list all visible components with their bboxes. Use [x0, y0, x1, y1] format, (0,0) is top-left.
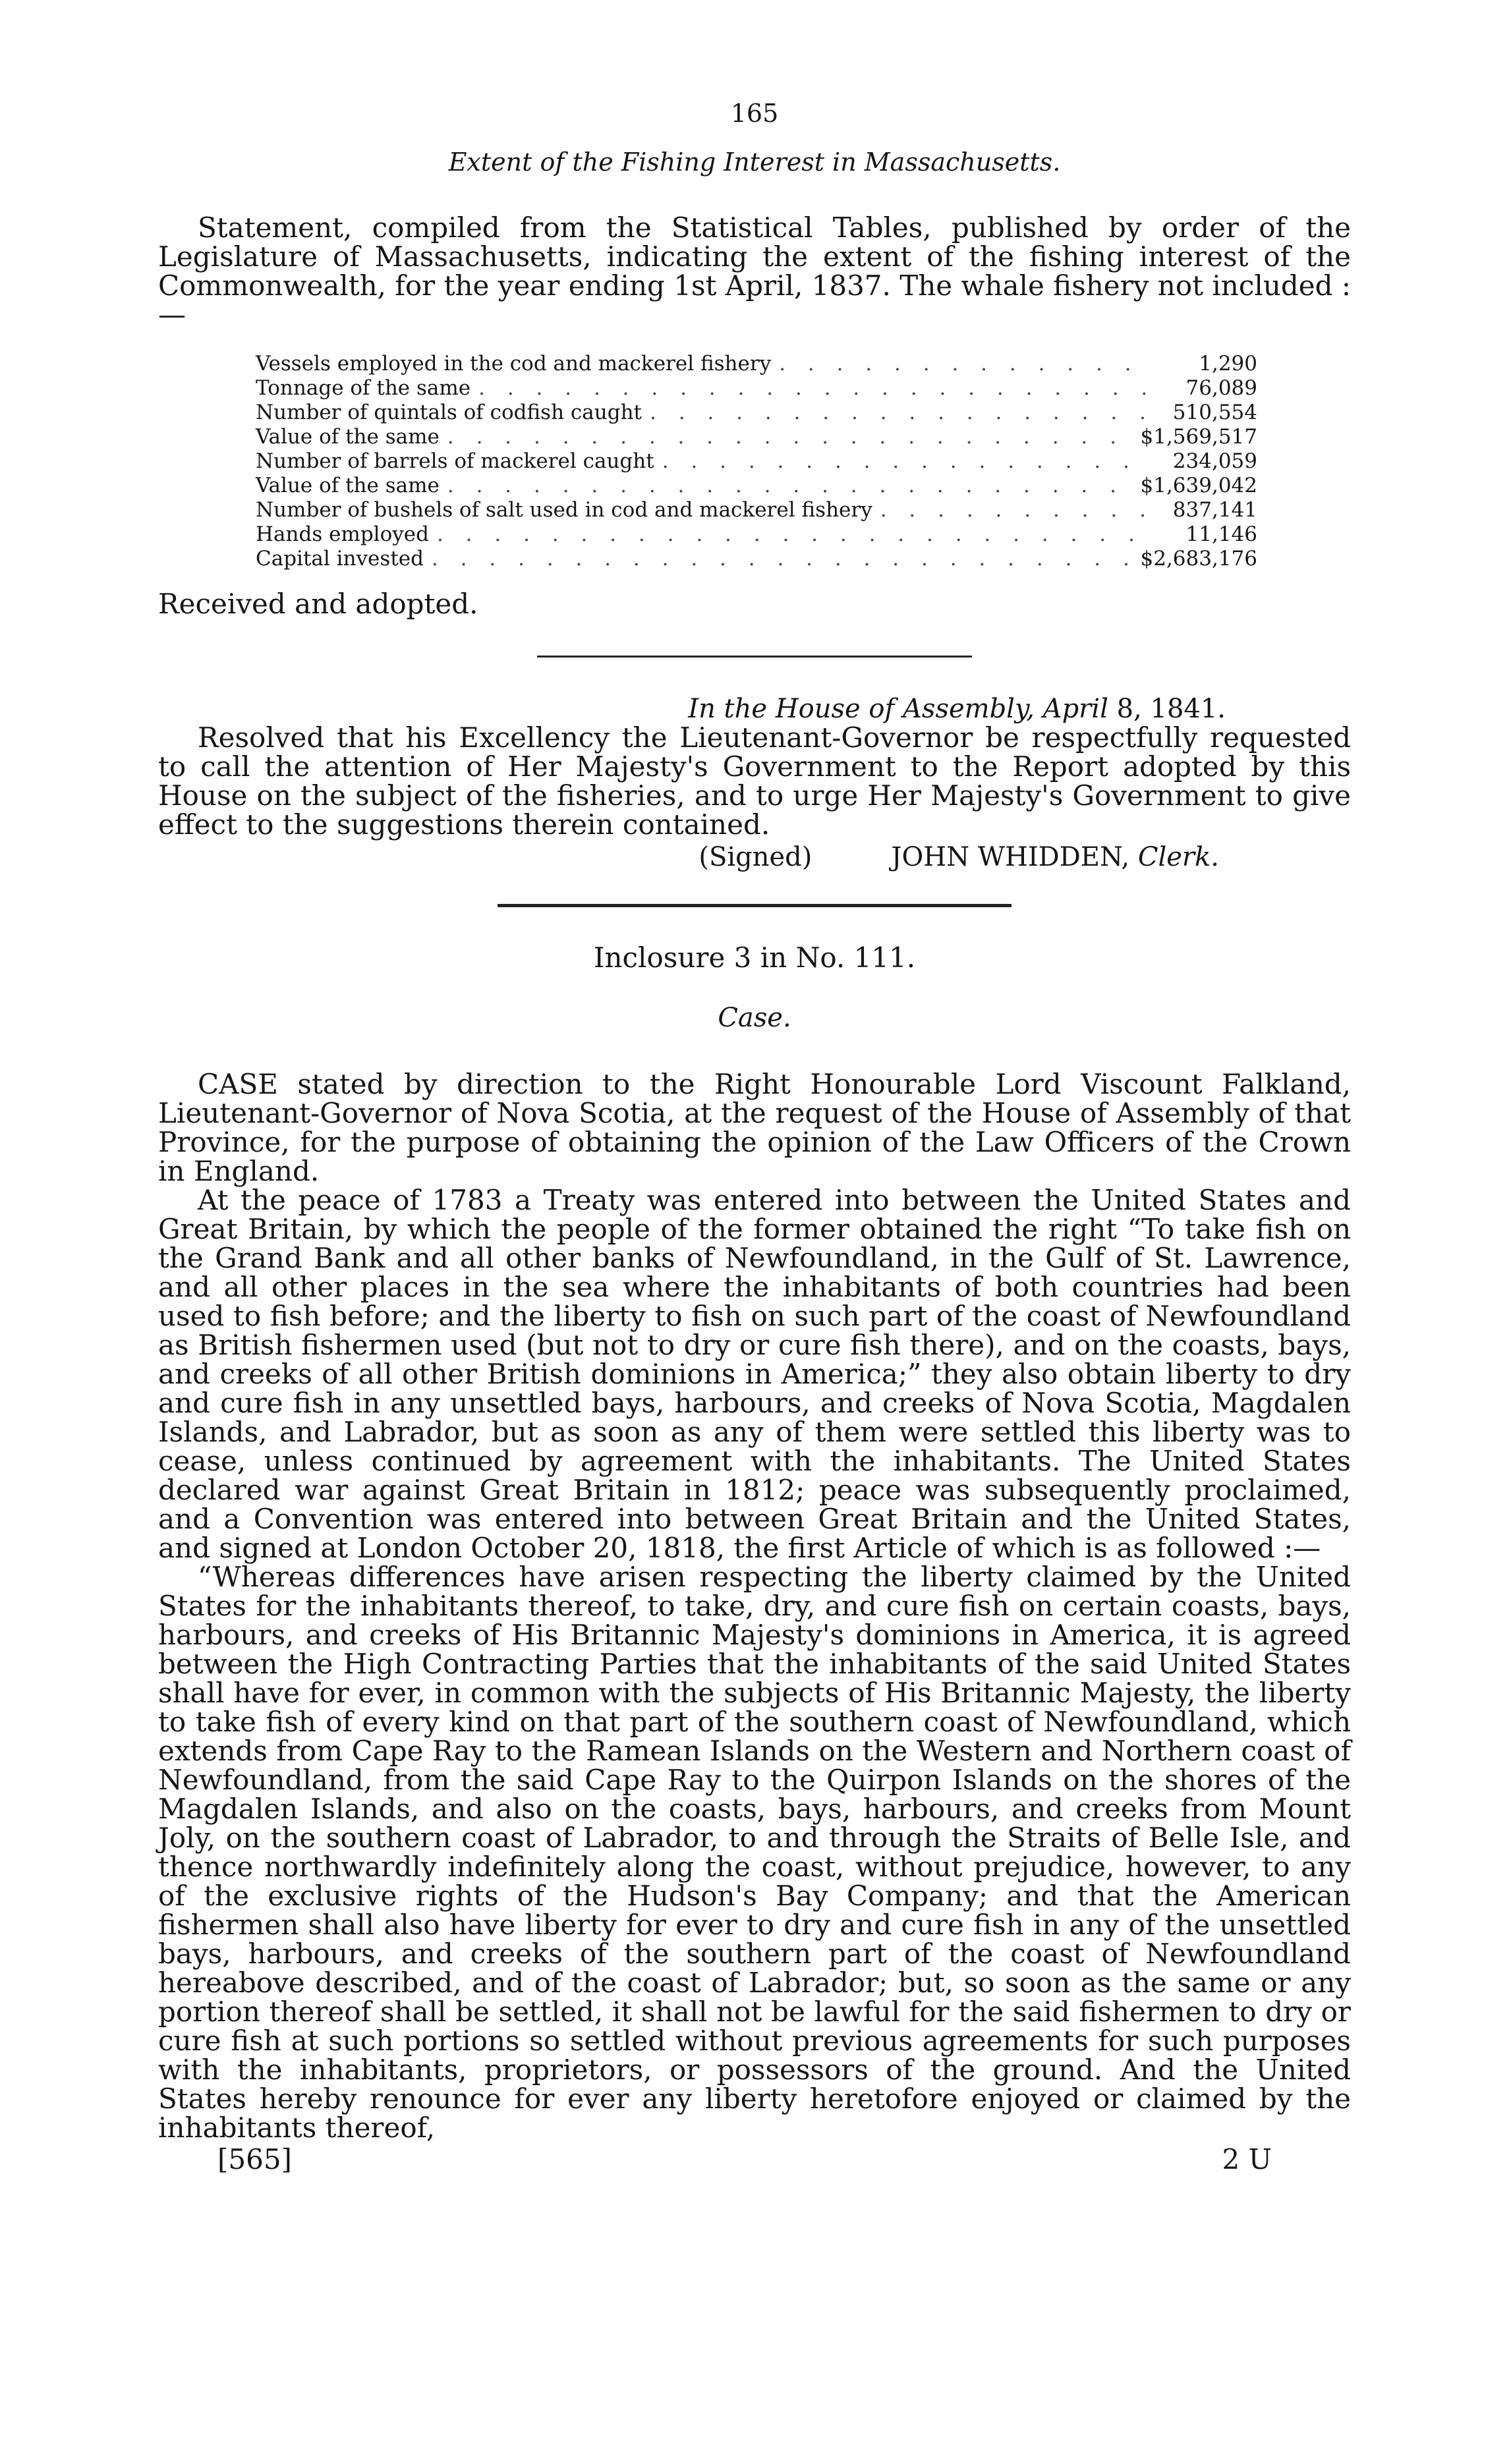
footer-signature-mark: [565] — [217, 2143, 292, 2175]
statistics-label: Number of bushels of salt used in cod and mackerel fishery — [256, 498, 872, 522]
statistics-label: Number of barrels of mackerel caught — [256, 449, 654, 473]
statistics-row — [256, 522, 1257, 547]
statistics-label: Vessels employed in the cod and mackerel fishery — [256, 352, 772, 376]
body-paragraph: At the peace of 1783 a Treaty was entered into between the United States and Great Britain, by which the people of the former obtained the right “To take fish on the Grand Bank and all other banks of Newfoundland, in the Gulf of St. Lawrence, and all other places in the sea where the inhabitants of both countries had been used to fish before; and the liberty to fish on such part of the coast of Newfoundland as British fishermen used (but not to dry or cure fish there), and on the coasts, bays, and creeks of all other British dominions in America;” they also obtain liberty to dry and cure fish in any unsettled bays, harbours, and creeks of Nova Scotia, Magdalen Islands, and Labrador, but as soon as any of them were settled this liberty was to cease, unless continued by agreement with the inhabitants. The United States declared war against Great Britain in 1812; peace was subsequently proclaimed, and a Convention was entered into between Great Britain and the United States, and signed at London October 20, 1818, the first Article of which is as followed :— — [158, 1184, 1351, 1564]
statistics-row — [256, 401, 1257, 425]
statistics-row — [256, 449, 1257, 474]
page-number: 165 — [730, 99, 779, 128]
statistics-value: $1,569,517 — [1140, 425, 1257, 449]
section-divider — [498, 904, 1012, 907]
signature-line — [158, 842, 1351, 872]
document-page — [158, 99, 1351, 2174]
footer-sheet-mark: 2 U — [1222, 2143, 1272, 2175]
statistics-row — [256, 498, 1257, 522]
case-heading: Case. — [718, 1003, 791, 1033]
section-divider — [537, 656, 972, 658]
dateline — [158, 694, 1351, 723]
statistics-table — [256, 352, 1257, 571]
statistics-label: Capital invested — [256, 547, 424, 571]
statistics-value: 510,554 — [1172, 401, 1257, 424]
page-footer — [158, 2145, 1351, 2174]
dateline-place: In the House of Assembly, April — [688, 694, 1108, 724]
statistics-row — [256, 376, 1257, 401]
statistics-value: 76,089 — [1185, 376, 1257, 400]
signer-title: Clerk. — [1137, 842, 1219, 872]
statistics-value: 1,290 — [1199, 352, 1257, 376]
statistics-row — [256, 474, 1257, 498]
body-paragraph: CASE stated by direction to the Right Honourable Lord Viscount Falkland, Lieutenant-Governor of Nova Scotia, at the request of the House of Assembly of that Province, for the purpose of obtaining the opinion of the Law Officers of the Crown in England. — [158, 1068, 1351, 1187]
statistics-label: Value of the same — [256, 425, 440, 449]
statistics-row — [256, 425, 1257, 449]
statement-intro: Statement, compiled from the Statistical Tables, published by order of the Legislature of Massachusetts, indicating the extent of the fishing interest of the Commonwealth, for the year ending 1st April, 1837. The whale fishery not included :— — [158, 211, 1351, 331]
statistics-value: $1,639,042 — [1140, 474, 1257, 497]
statistics-value: 11,146 — [1185, 522, 1257, 546]
statistics-label: Number of quintals of codfish caught — [256, 401, 642, 424]
statistics-label: Value of the same — [256, 474, 440, 497]
section-title: Extent of the Fishing Interest in Massachusetts. — [448, 148, 1061, 177]
statistics-label: Hands employed — [256, 522, 429, 546]
dateline-day: 8, 1841. — [1116, 694, 1226, 724]
body-paragraph: “Whereas differences have arisen respecting the liberty claimed by the United States for the inhabitants thereof, to take, dry, and cure fish on certain coasts, bays, harbours, and creeks of His Britannic Majesty's dominions in America, it is agreed between the High Contracting Parties that the inhabitants of the said United States shall have for ever, in common with the subjects of His Britannic Majesty, the liberty to take fish of every kind on that part of the southern coast of Newfoundland, which extends from Cape Ray to the Ramean Islands on the Western and Northern coast of Newfoundland, from the said Cape Ray to the Quirpon Islands on the shores of the Magdalen Islands, and also on the coasts, bays, harbours, and creeks from Mount Joly, on the southern coast of Labrador, to and through the Straits of Belle Isle, and thence northwardly indefinitely along the coast, without prejudice, however, to any of the exclusive rights of the Hudson's Bay Company; and that the American fishermen shall also have liberty for ever to dry and cure fish in any of the unsettled bays, harbours, and creeks of the southern part of the coast of Newfoundland hereabove described, and of the coast of Labrador; but, so soon as the same or any portion thereof shall be settled, it shall not be lawful for the said fishermen to dry or cure fish at such portions so settled without previous agreements for such purposes with the inhabitants, proprietors, or possessors of the ground. And the United States hereby renounce for ever any liberty heretofore enjoyed or claimed by the inhabitants thereof, — [158, 1561, 1351, 2144]
statistics-row — [256, 352, 1257, 376]
resolution-text: Resolved that his Excellency the Lieutenant-Governor be respectfully requested to call the attention of Her Majesty's Government to the Report adopted by this House on the subject of the fisheries, and to urge Her Majesty's Government to give effect to the suggestions therein contained. — [158, 721, 1351, 841]
statistics-value: $2,683,176 — [1140, 547, 1257, 571]
signer-name: JOHN WHIDDEN, — [891, 842, 1130, 872]
statistics-label: Tonnage of the same — [256, 376, 471, 400]
statistics-value: 234,059 — [1172, 449, 1257, 473]
inclosure-heading: Inclosure 3 in No. 111. — [593, 941, 916, 974]
signed-label: (Signed) — [698, 842, 813, 872]
adopted-note: Received and adopted. — [158, 588, 478, 620]
statistics-row — [256, 547, 1257, 571]
statistics-value: 837,141 — [1172, 498, 1257, 522]
